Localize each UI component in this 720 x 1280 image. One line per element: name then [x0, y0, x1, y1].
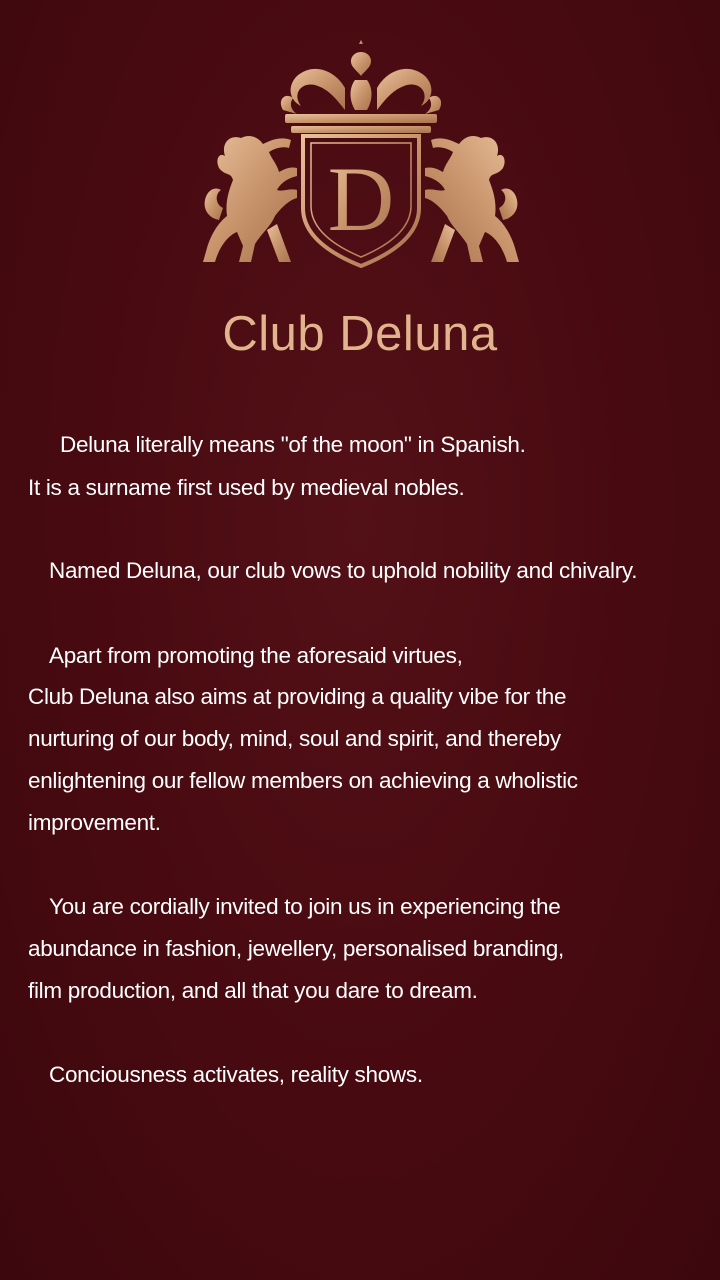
paragraph-line: enlightening our fellow members on achieving a wholistic	[28, 768, 578, 793]
monogram-d: D	[327, 148, 395, 250]
paragraph-line: Named Deluna, our club vows to uphold nobility and chivalry.	[49, 558, 638, 583]
shield-icon	[303, 136, 419, 266]
right-lion-icon	[425, 136, 519, 262]
paragraph-line: nurturing of our body, mind, soul and spirit, and thereby	[28, 726, 561, 751]
page-title: Club Deluna	[222, 307, 498, 361]
paragraph-line: improvement.	[28, 810, 161, 835]
paragraph-line: Club Deluna also aims at providing a quality vibe for the	[28, 684, 567, 709]
left-lion-icon	[203, 136, 297, 262]
paragraph-line: film production, and all that you dare to dream.	[28, 978, 478, 1003]
crown-icon	[281, 40, 441, 133]
paragraph-line: Apart from promoting the aforesaid virtues,	[49, 643, 463, 668]
paragraph-line: You are cordially invited to join us in experiencing the	[49, 894, 561, 919]
paragraph-line: Conciousness activates, reality shows.	[49, 1062, 423, 1087]
lion-crest-logo	[185, 40, 535, 275]
paragraph-line: Deluna literally means "of the moon" in Spanish.	[60, 432, 526, 457]
paragraph-line: It is a surname first used by medieval nobles.	[28, 475, 465, 500]
paragraph-line: abundance in fashion, jewellery, personalised branding,	[28, 936, 564, 961]
